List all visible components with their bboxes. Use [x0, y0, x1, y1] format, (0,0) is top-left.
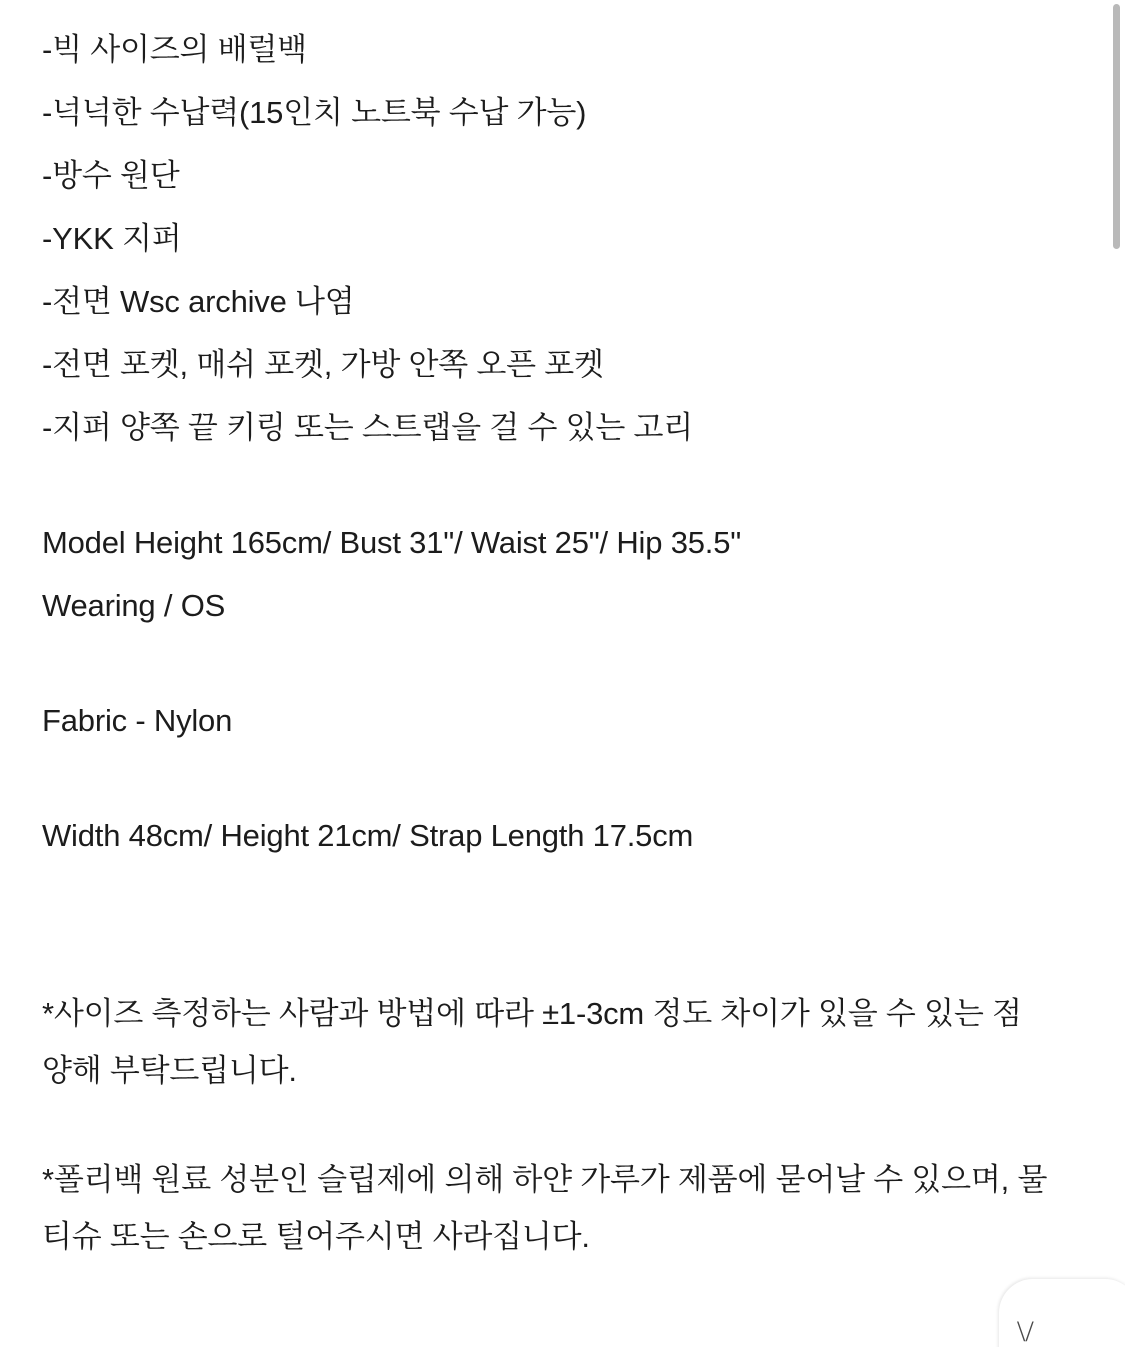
model-wearing: Wearing / OS — [42, 588, 226, 623]
section-spacer — [42, 752, 1085, 804]
model-measurements: Model Height 165cm/ Bust 31"/ Waist 25"/ Hip 35.5" — [42, 525, 742, 560]
feature-item: -전면 Wsc archive 나염 — [42, 284, 355, 319]
page-scrollbar[interactable] — [1113, 0, 1120, 1347]
feature-item: -방수 원단 — [42, 158, 180, 193]
section-spacer — [42, 459, 1085, 511]
section-spacer — [42, 1099, 1085, 1151]
section-spacer — [42, 867, 1085, 985]
feature-item: -전면 포켓, 매쉬 포켓, 가방 안쪽 오픈 포켓 — [42, 347, 604, 382]
feature-item: -YKK 지퍼 — [42, 221, 182, 256]
fabric-info: Fabric - Nylon — [42, 703, 233, 738]
chevron-glyph: \/ — [1017, 1315, 1034, 1347]
feature-item: -빅 사이즈의 배럴백 — [42, 32, 307, 67]
size-note-line-1: *사이즈 측정하는 사람과 방법에 따라 ±1-3cm 정도 차이가 있을 수 있는 점 — [42, 996, 1022, 1031]
size-note-line-2: 양해 부탁드립니다. — [42, 1053, 297, 1088]
polybag-note-line-2: 티슈 또는 손으로 털어주시면 사라집니다. — [42, 1219, 590, 1254]
bottom-floating-panel[interactable] — [999, 1279, 1125, 1347]
section-spacer — [42, 637, 1085, 689]
feature-item: -넉넉한 수납력(15인치 노트북 수납 가능) — [42, 95, 587, 130]
scrollbar-thumb[interactable] — [1113, 4, 1120, 249]
product-dimensions: Width 48cm/ Height 21cm/ Strap Length 17.5cm — [42, 818, 694, 853]
feature-item: -지퍼 양쪽 끝 키링 또는 스트랩을 걸 수 있는 고리 — [42, 410, 694, 445]
polybag-note-line-1: *폴리백 원료 성분인 슬립제에 의해 하얀 가루가 제품에 묻어날 수 있으며, 물 — [42, 1162, 1048, 1197]
